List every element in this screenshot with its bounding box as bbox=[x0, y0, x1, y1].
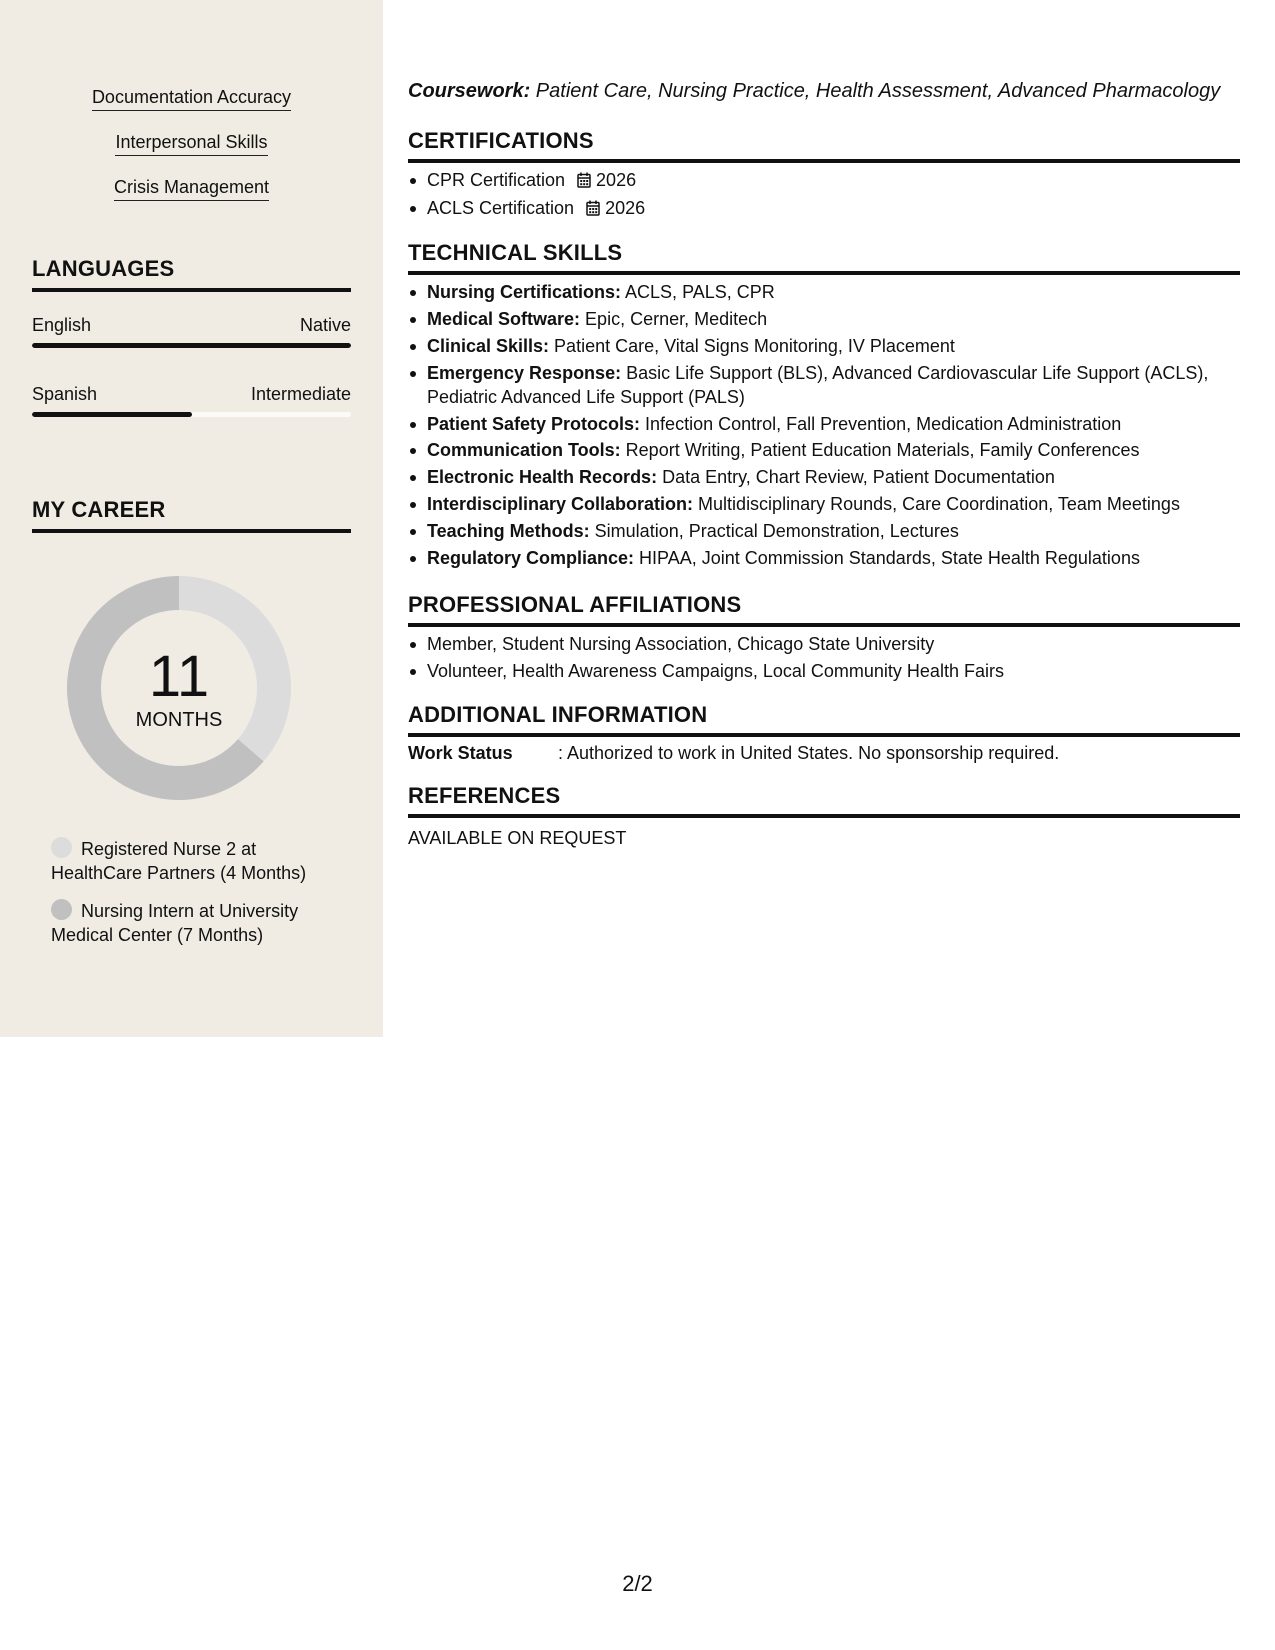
skill-label: Teaching Methods: bbox=[427, 521, 590, 542]
calendar-icon bbox=[577, 172, 591, 188]
career-unit: MONTHS bbox=[135, 709, 223, 731]
language-bar-fill bbox=[32, 412, 192, 417]
skill-text: Patient Care, Vital Signs Monitoring, IV Placement bbox=[549, 335, 955, 356]
skill-item: Crisis Management bbox=[114, 176, 269, 201]
legend-label: Nursing Intern at University Medical Center (7 Months) bbox=[51, 901, 299, 945]
work-status-text: : Authorized to work in United States. No sponsorship required. bbox=[558, 743, 1060, 763]
calendar-icon bbox=[586, 200, 600, 216]
skill-text: HIPAA, Joint Commission Standards, State Health Regulations bbox=[634, 548, 1140, 569]
affiliations-list bbox=[408, 632, 1240, 683]
affiliation-item: Member, Student Nursing Association, Chicago State University bbox=[408, 632, 1240, 656]
affiliation-item: Volunteer, Health Awareness Campaigns, Local Community Health Fairs bbox=[408, 659, 1240, 683]
technical-skill-item bbox=[408, 307, 1240, 331]
skill-text: Epic, Cerner, Meditech bbox=[580, 308, 768, 329]
skill-label: Electronic Health Records: bbox=[427, 467, 658, 488]
skill-label: Emergency Response: bbox=[427, 362, 622, 383]
technical-skill-item bbox=[408, 546, 1240, 570]
coursework-label: Coursework: bbox=[408, 80, 531, 102]
career-legend-item bbox=[51, 899, 351, 947]
additional-info-heading: ADDITIONAL INFORMATION bbox=[408, 702, 1240, 737]
technical-skill-item bbox=[408, 334, 1240, 358]
skill-list bbox=[0, 86, 383, 221]
certifications-list bbox=[408, 168, 1240, 220]
career-heading: MY CAREER bbox=[32, 497, 351, 533]
career-donut-center bbox=[66, 575, 292, 801]
skill-label: Communication Tools: bbox=[427, 440, 621, 461]
technical-skills-list bbox=[408, 280, 1240, 573]
languages-heading: LANGUAGES bbox=[32, 256, 351, 292]
certification-name: ACLS Certification bbox=[427, 198, 575, 218]
coursework-text: Patient Care, Nursing Practice, Health Assessment, Advanced Pharmacology bbox=[530, 80, 1221, 102]
work-status-row bbox=[408, 741, 1059, 765]
skill-text: ACLS, PALS, CPR bbox=[621, 282, 775, 302]
language-bar-english bbox=[32, 343, 351, 348]
legend-dot bbox=[51, 837, 72, 858]
skill-label: Medical Software: bbox=[427, 308, 581, 329]
certification-year: 2026 bbox=[596, 170, 637, 190]
technical-skill-item bbox=[408, 438, 1240, 462]
technical-skill-item bbox=[408, 280, 1240, 304]
references-heading: REFERENCES bbox=[408, 783, 1240, 818]
technical-skill-item bbox=[408, 492, 1240, 516]
skill-label: Regulatory Compliance: bbox=[427, 548, 635, 569]
skill-item: Documentation Accuracy bbox=[92, 86, 291, 111]
language-name: English bbox=[32, 315, 92, 335]
skill-item: Interpersonal Skills bbox=[115, 131, 267, 156]
skill-text: Basic Life Support (BLS), Advanced Cardiovascular Life Support (ACLS), Pediatric Advanced Life Support (PALS) bbox=[427, 362, 1209, 407]
technical-skill-item bbox=[408, 519, 1240, 543]
language-bar-spanish bbox=[32, 412, 351, 417]
technical-skill-item bbox=[408, 361, 1240, 409]
references-text: AVAILABLE ON REQUEST bbox=[408, 828, 627, 848]
legend-label: Registered Nurse 2 at HealthCare Partners (4 Months) bbox=[51, 839, 307, 883]
language-bar-fill bbox=[32, 343, 351, 348]
language-level: Intermediate bbox=[250, 384, 351, 404]
career-legend-item bbox=[51, 837, 351, 885]
page-number: 2/2 bbox=[622, 1571, 653, 1596]
skill-label: Interdisciplinary Collaboration: bbox=[427, 494, 694, 515]
skill-text: Multidisciplinary Rounds, Care Coordination, Team Meetings bbox=[693, 494, 1180, 515]
language-name: Spanish bbox=[32, 384, 98, 404]
skill-label: Clinical Skills: bbox=[427, 335, 550, 356]
skill-text: Data Entry, Chart Review, Patient Documentation bbox=[657, 467, 1055, 488]
certification-item bbox=[408, 168, 1240, 192]
certifications-heading: CERTIFICATIONS bbox=[408, 128, 1240, 163]
career-donut-chart bbox=[66, 575, 292, 801]
certification-year: 2026 bbox=[605, 198, 646, 218]
affiliations-heading: PROFESSIONAL AFFILIATIONS bbox=[408, 592, 1240, 627]
sidebar bbox=[0, 0, 383, 1037]
skill-text: Report Writing, Patient Education Materials, Family Conferences bbox=[620, 440, 1140, 461]
technical-skills-heading: TECHNICAL SKILLS bbox=[408, 240, 1240, 275]
technical-skill-item bbox=[408, 465, 1240, 489]
legend-dot bbox=[51, 899, 72, 920]
skill-text: Simulation, Practical Demonstration, Lectures bbox=[589, 521, 959, 542]
language-row-spanish bbox=[32, 383, 351, 405]
technical-skill-item bbox=[408, 412, 1240, 436]
career-total-months: 11 bbox=[148, 644, 210, 709]
language-row-english bbox=[32, 314, 351, 336]
coursework-line bbox=[408, 80, 1240, 103]
skill-text: Infection Control, Fall Prevention, Medication Administration bbox=[640, 413, 1122, 434]
skill-label: Nursing Certifications: bbox=[427, 282, 622, 302]
certification-name: CPR Certification bbox=[427, 170, 566, 190]
work-status-label: Work Status bbox=[408, 743, 513, 763]
language-level: Native bbox=[299, 315, 351, 335]
skill-label: Patient Safety Protocols: bbox=[427, 413, 641, 434]
certification-item bbox=[408, 196, 1240, 220]
